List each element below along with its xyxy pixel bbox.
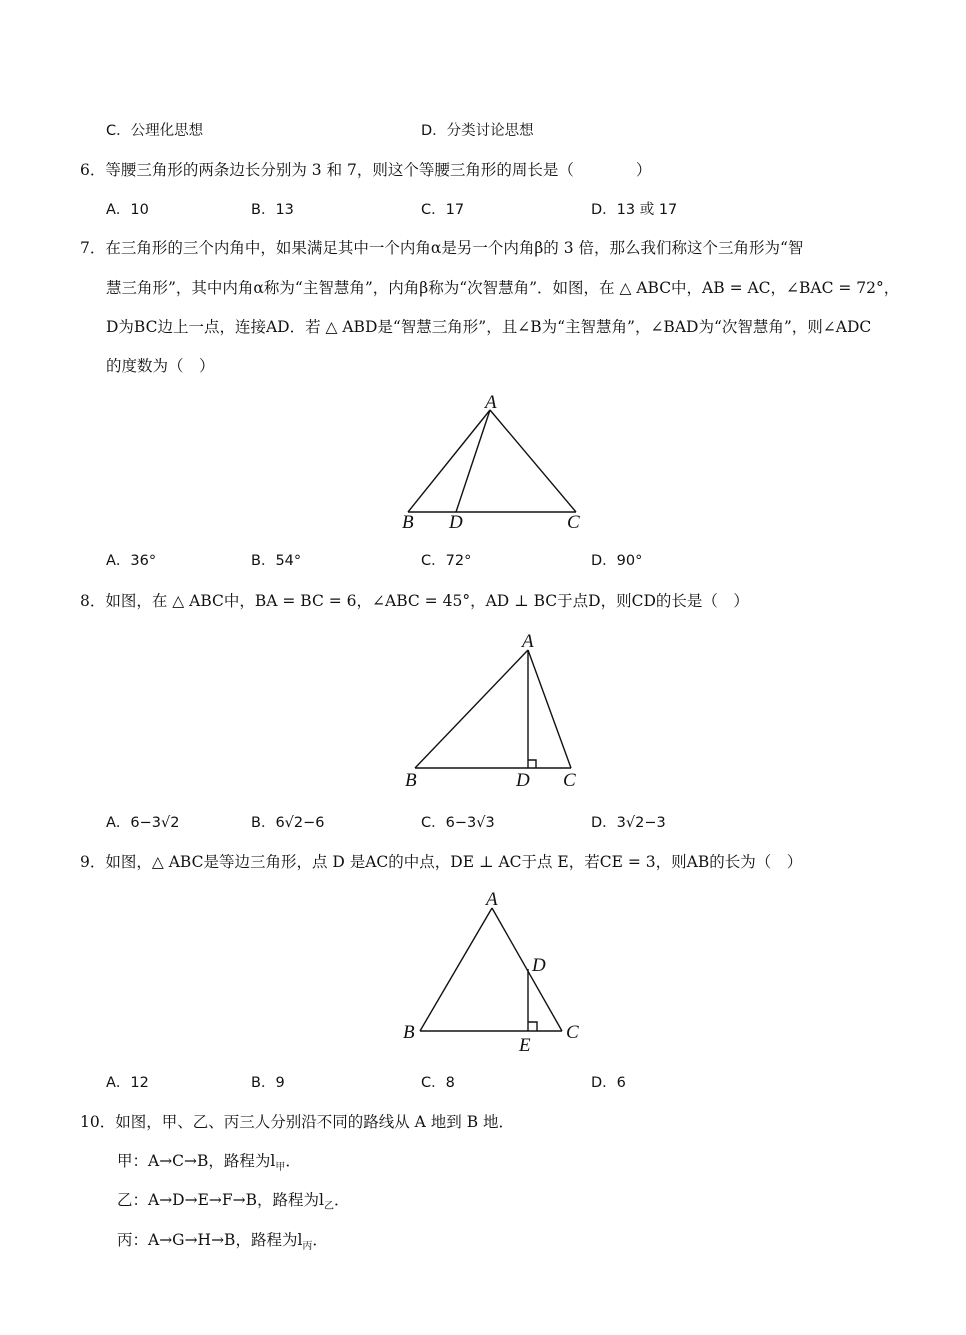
- q10-route-jia-end: ．: [285, 1152, 301, 1170]
- q10-route-bing: [117, 1230, 328, 1253]
- q7-label-b: B: [402, 512, 414, 533]
- q9-option-c: C．8: [421, 1075, 455, 1091]
- q7-option-b: B．54°: [251, 553, 302, 569]
- q10-route-jia-sub: 甲: [275, 1162, 286, 1173]
- q9-label-a: A: [486, 889, 498, 910]
- q7-label-d: D: [449, 512, 463, 533]
- q7-label-c: C: [567, 512, 580, 533]
- q9-right-angle-mark: [528, 1022, 537, 1031]
- q7-option-c: C．72°: [421, 553, 472, 569]
- q8-label-d: D: [516, 770, 530, 791]
- q9-label-c: C: [566, 1022, 579, 1043]
- q7-option-d: D．90°: [591, 553, 643, 569]
- q10-stem: 10．如图，甲、乙、丙三人分别沿不同的路线从 A 地到 B 地．: [80, 1113, 515, 1131]
- q9-option-a: A．12: [106, 1075, 149, 1091]
- q9-side-ab: [420, 908, 492, 1031]
- q7-stem-line3: D为BC边上一点，连接AD．若 △ ABD是“智慧三角形”，且∠B为“主智慧角”，∠BAD为“次智慧角”，则∠ADC: [106, 318, 872, 336]
- q9-option-b: B．9: [251, 1075, 285, 1091]
- q8-option-c: C．6−3√3: [421, 815, 495, 831]
- q9-label-d: D: [532, 955, 546, 976]
- q7-stem-line4: 的度数为（ ）: [106, 357, 215, 375]
- q6-option-b: B．13: [251, 202, 294, 218]
- q10-route-yi-text: 乙：A→D→E→F→B，路程为l: [117, 1191, 324, 1209]
- q10-route-bing-text: 丙：A→G→H→B，路程为l: [117, 1231, 303, 1249]
- q8-stem: 8．如图，在 △ ABC中，BA = BC = 6，∠ABC = 45°，AD ⊥ BC于点D，则CD的长是（ ）: [80, 592, 749, 610]
- q6-option-c: C．17: [421, 202, 465, 218]
- q7-label-a: A: [485, 392, 497, 413]
- q8-label-c: C: [563, 770, 576, 791]
- q9-label-b: B: [403, 1022, 415, 1043]
- q8-option-b: B．6√2−6: [251, 815, 325, 831]
- q8-option-a: A．6−3√2: [106, 815, 180, 831]
- q10-route-yi-sub: 乙: [324, 1201, 334, 1212]
- q6-stem: 6．等腰三角形的两条边长分别为 3 和 7，则这个等腰三角形的周长是（ ）: [80, 161, 652, 179]
- q10-route-bing-sub: 丙: [302, 1241, 313, 1252]
- q9-stem: 9．如图，△ ABC是等边三角形，点 D 是AC的中点，DE ⊥ AC于点 E，若CE = 3，则AB的长为（ ）: [80, 853, 803, 871]
- q10-route-jia-text: 甲：A→C→B，路程为l: [117, 1152, 276, 1170]
- q10-route-jia: [117, 1151, 301, 1174]
- q8-label-a: A: [522, 631, 534, 652]
- q10-route-bing-end: ．: [312, 1231, 328, 1249]
- q5-option-c: C．公理化思想: [106, 123, 204, 139]
- q6-option-d: D．13 或 17: [591, 202, 678, 218]
- q7-stem-line1: 7．在三角形的三个内角中，如果满足其中一个内角α是另一个内角β的 3 倍，那么我们称这个三角形为“智: [80, 239, 804, 257]
- q7-option-a: A．36°: [106, 553, 157, 569]
- q8-option-d: D．3√2−3: [591, 815, 666, 831]
- q10-route-yi: [117, 1190, 350, 1213]
- q7-stem-line2: 慧三角形”，其中内角α称为“主智慧角”，内角β称为“次智慧角”．如图，在 △ ABC中，AB = AC，∠BAC = 72°，: [106, 279, 900, 297]
- q10-route-yi-end: ．: [334, 1191, 350, 1209]
- q9-label-e: E: [519, 1035, 531, 1056]
- q6-option-a: A．10: [106, 202, 149, 218]
- q8-label-b: B: [405, 770, 417, 791]
- q9-side-ac: [492, 908, 562, 1031]
- q5-option-d: D．分类讨论思想: [421, 123, 534, 139]
- q9-option-d: D．6: [591, 1075, 626, 1091]
